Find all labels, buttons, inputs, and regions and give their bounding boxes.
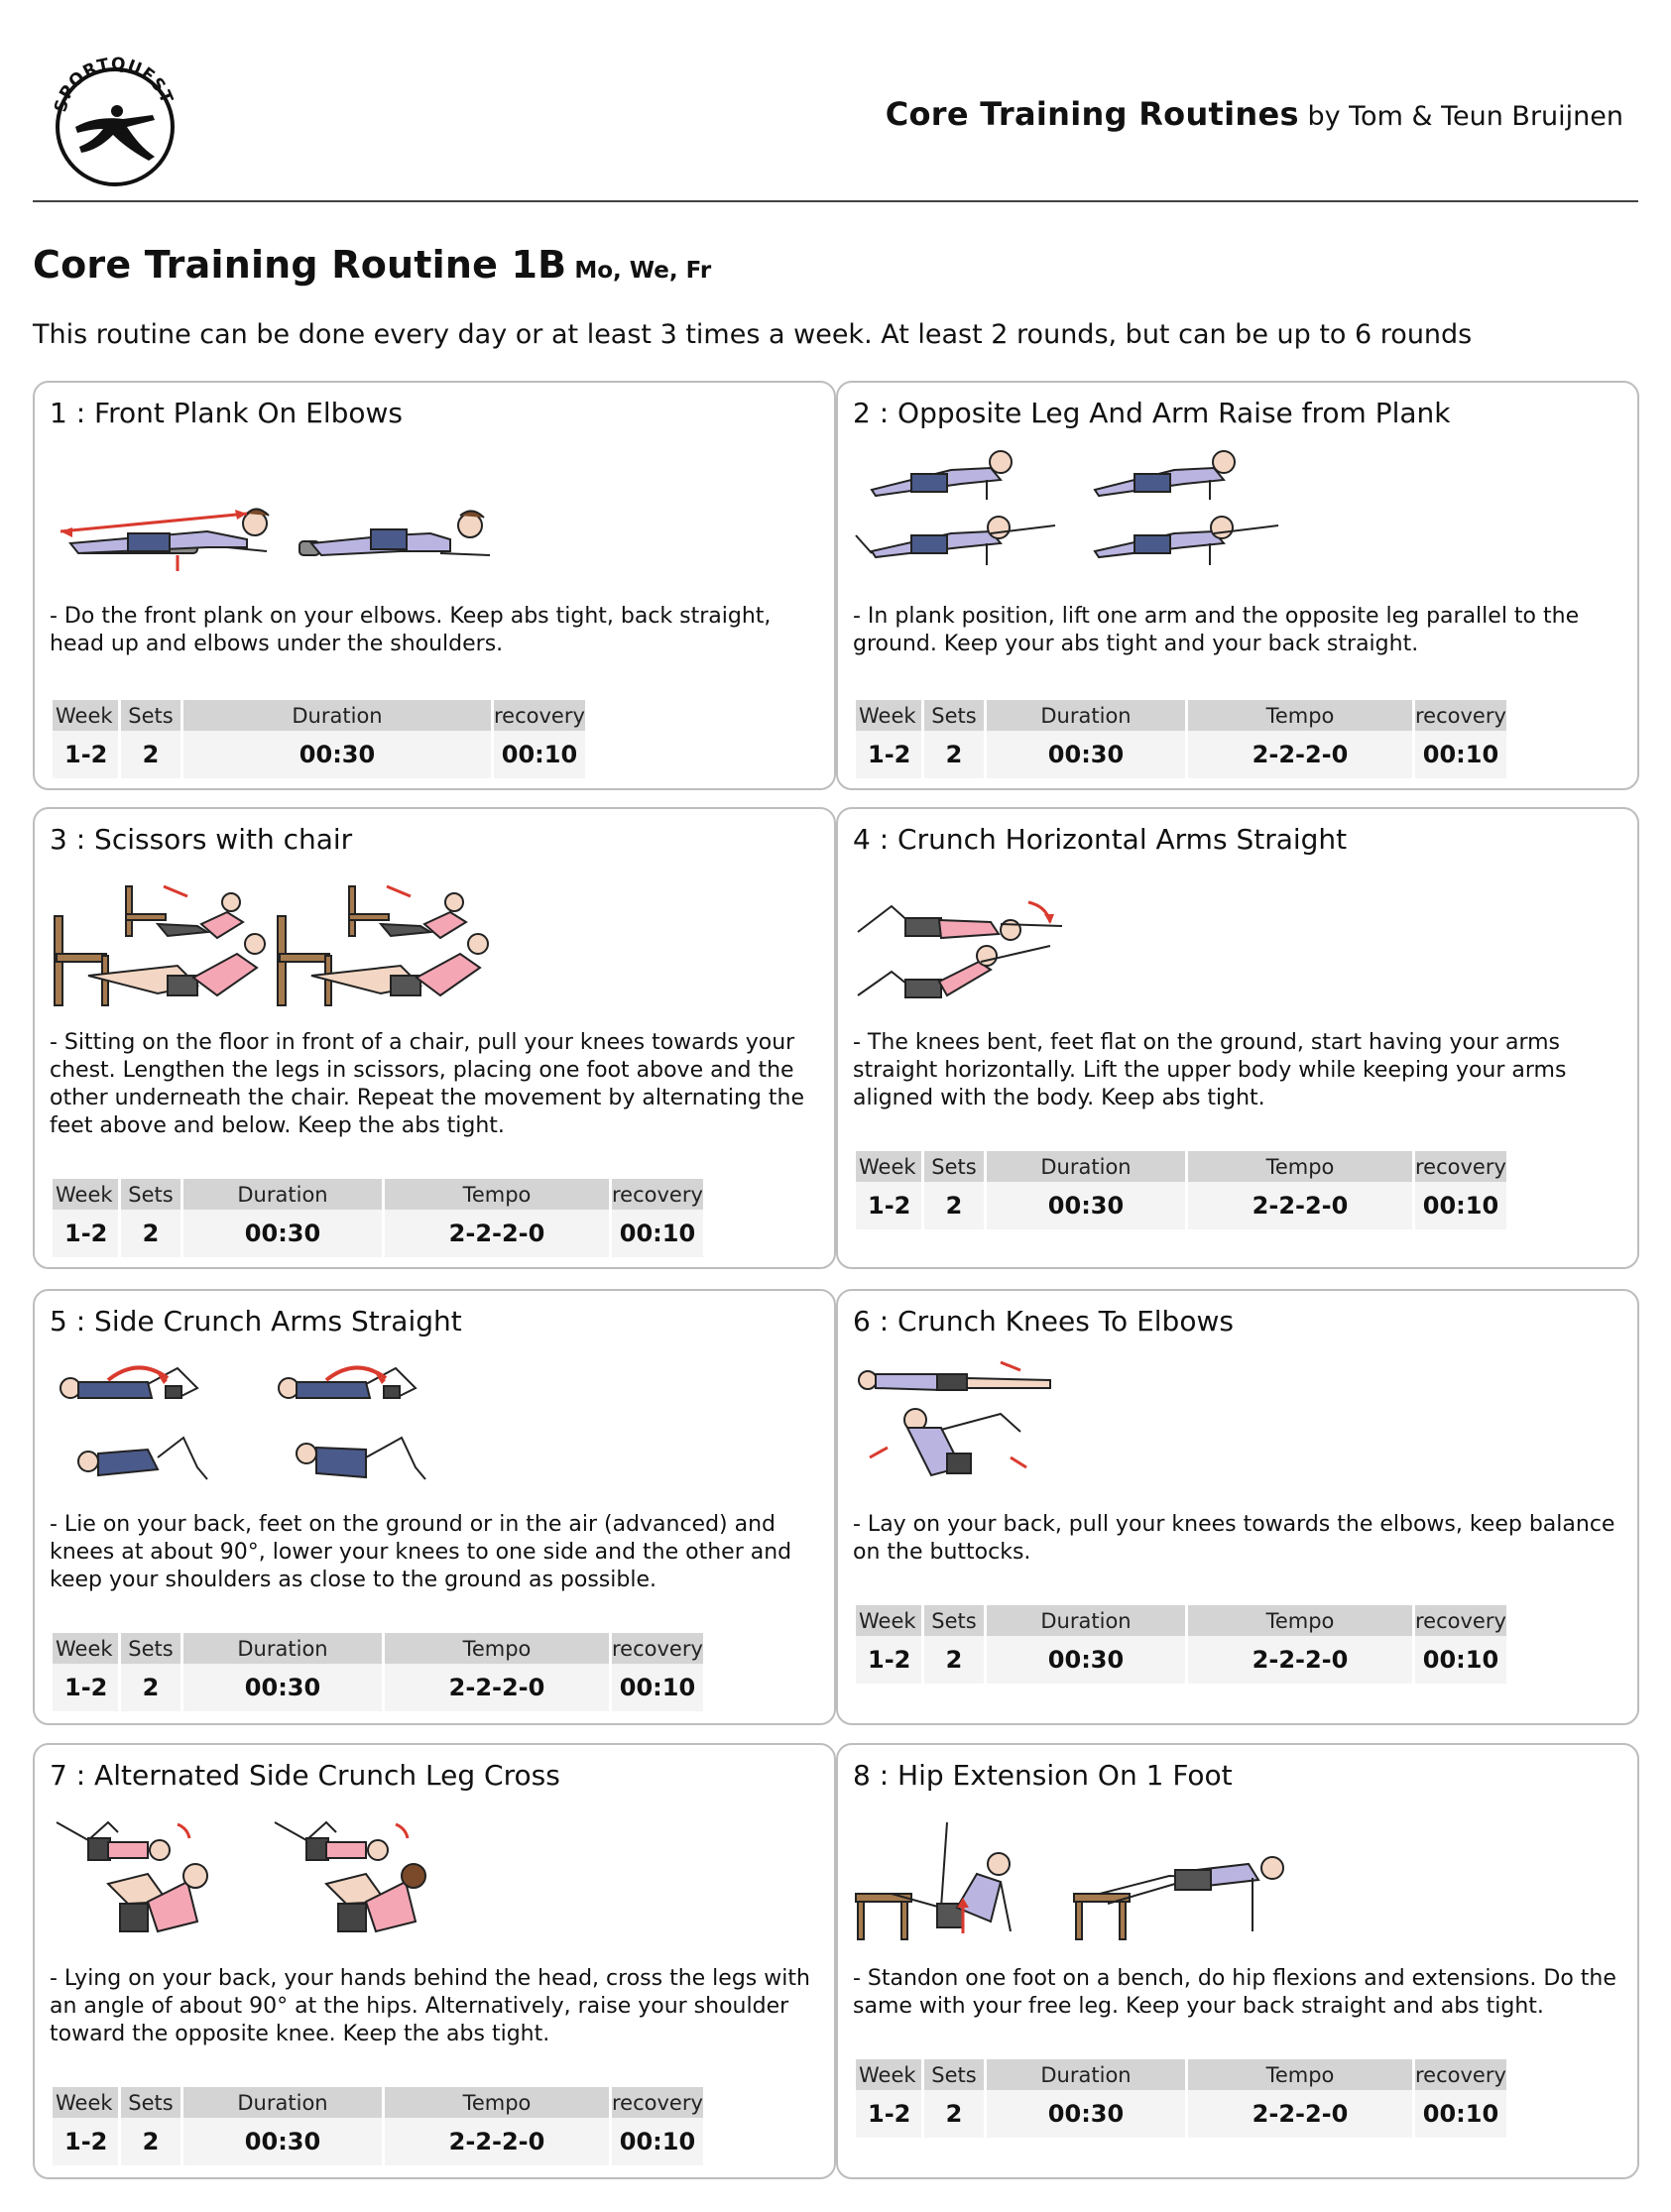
- cell-duration: 00:30: [183, 1210, 382, 1257]
- crunch-knees-to-elbows-illustration: [852, 1352, 1338, 1491]
- document-title: Core Training Routines: [885, 95, 1299, 133]
- exercise-card-5: [33, 1289, 836, 1725]
- cell-week: 1-2: [856, 1636, 921, 1684]
- col-sets: Sets: [924, 2059, 984, 2090]
- cell-sets: 2: [121, 731, 180, 778]
- exercise-stats-table: [50, 1179, 706, 1257]
- routine-intro: This routine can be done every day or at least 3 times a week. At least 2 rounds, but can be up to 6 rounds: [33, 319, 1473, 350]
- exercise-title: 6 : Crunch Knees To Elbows: [853, 1305, 1234, 1338]
- col-sets: Sets: [924, 700, 984, 731]
- cell-recovery: 00:10: [1415, 731, 1506, 778]
- col-sets: Sets: [924, 1605, 984, 1636]
- col-tempo: Tempo: [1188, 2059, 1412, 2090]
- exercise-description: - In plank position, lift one arm and the opposite leg parallel to the ground. Keep your abs tight and your back straight.: [853, 604, 1580, 656]
- col-week: Week: [53, 700, 118, 731]
- scissors-with-chair-illustration: [49, 871, 535, 1009]
- col-duration: Duration: [987, 1151, 1185, 1182]
- exercise-card-3: [33, 807, 836, 1269]
- col-duration: Duration: [987, 700, 1185, 731]
- col-recovery: recovery: [612, 1633, 703, 1664]
- cell-duration: 00:30: [183, 731, 491, 778]
- col-week: Week: [53, 1179, 118, 1210]
- exercise-description: - The knees bent, feet flat on the ground, start having your arms straight horizontally. Lift the upper body while keeping your arms aligned with the body. Keep abs tight.: [853, 1030, 1567, 1110]
- exercise-description: - Sitting on the floor in front of a chair, pull your knees towards your chest. Lengthen the legs in scissors, placing one foot above and the other underneath the chair. Repeat the movement by alternating the feet above and below. Keep the abs tight.: [50, 1030, 804, 1138]
- col-week: Week: [856, 1605, 921, 1636]
- exercise-title: 2 : Opposite Leg And Arm Raise from Plank: [853, 397, 1451, 429]
- cell-recovery: 00:10: [1415, 2090, 1506, 2138]
- col-recovery: recovery: [612, 2087, 703, 2118]
- col-week: Week: [856, 2059, 921, 2090]
- col-duration: Duration: [183, 2087, 382, 2118]
- cell-sets: 2: [121, 2118, 180, 2165]
- cell-sets: 2: [924, 731, 984, 778]
- col-week: Week: [856, 700, 921, 731]
- col-recovery: recovery: [612, 1179, 703, 1210]
- exercise-title: 1 : Front Plank On Elbows: [50, 397, 404, 429]
- document-header: [886, 95, 1623, 133]
- cell-tempo: 2-2-2-0: [385, 1210, 609, 1257]
- col-tempo: Tempo: [1188, 700, 1412, 731]
- cell-recovery: 00:10: [612, 1210, 703, 1257]
- col-recovery: recovery: [1415, 1151, 1506, 1182]
- exercise-description: - Lie on your back, feet on the ground or in the air (advanced) and knees at about 90°, lower your knees to one side and the other and keep your shoulders as close to the ground as possible.: [50, 1512, 792, 1592]
- cell-tempo: 2-2-2-0: [1188, 1182, 1412, 1229]
- cell-week: 1-2: [53, 1664, 118, 1711]
- cell-duration: 00:30: [987, 1636, 1185, 1684]
- cell-recovery: 00:10: [494, 731, 585, 778]
- col-tempo: Tempo: [385, 2087, 609, 2118]
- col-recovery: recovery: [1415, 2059, 1506, 2090]
- logo-text: SPORTQUEST: [51, 54, 178, 115]
- cell-recovery: 00:10: [1415, 1636, 1506, 1684]
- routine-days: Mo, We, Fr: [574, 258, 712, 284]
- alternated-side-crunch-illustration: [49, 1806, 535, 1945]
- exercise-stats-table: [853, 2059, 1509, 2138]
- exercise-title: 5 : Side Crunch Arms Straight: [50, 1305, 462, 1338]
- col-tempo: Tempo: [1188, 1151, 1412, 1182]
- col-sets: Sets: [121, 1179, 180, 1210]
- cell-duration: 00:30: [183, 1664, 382, 1711]
- exercise-card-4: [836, 807, 1639, 1269]
- cell-duration: 00:30: [183, 2118, 382, 2165]
- cell-sets: 2: [121, 1210, 180, 1257]
- front-plank-illustration: [49, 444, 535, 571]
- col-duration: Duration: [183, 1633, 382, 1664]
- exercise-title: 3 : Scissors with chair: [50, 823, 353, 856]
- col-tempo: Tempo: [385, 1179, 609, 1210]
- col-week: Week: [53, 2087, 118, 2118]
- cell-week: 1-2: [856, 731, 921, 778]
- col-duration: Duration: [183, 700, 491, 731]
- cell-tempo: 2-2-2-0: [385, 2118, 609, 2165]
- exercise-title: 4 : Crunch Horizontal Arms Straight: [853, 823, 1348, 856]
- exercise-title: 7 : Alternated Side Crunch Leg Cross: [50, 1759, 560, 1792]
- col-recovery: recovery: [1415, 700, 1506, 731]
- cell-tempo: 2-2-2-0: [1188, 2090, 1412, 2138]
- routine-title: Core Training Routine 1B: [33, 243, 567, 287]
- col-duration: Duration: [183, 1179, 382, 1210]
- sportquest-logo: [46, 50, 184, 188]
- cell-tempo: 2-2-2-0: [385, 1664, 609, 1711]
- cell-week: 1-2: [53, 1210, 118, 1257]
- crunch-horizontal-arms-illustration: [852, 871, 1338, 1009]
- col-sets: Sets: [121, 1633, 180, 1664]
- exercise-title: 8 : Hip Extension On 1 Foot: [853, 1759, 1233, 1792]
- cell-week: 1-2: [856, 1182, 921, 1229]
- col-week: Week: [53, 1633, 118, 1664]
- col-duration: Duration: [987, 2059, 1185, 2090]
- cell-recovery: 00:10: [612, 1664, 703, 1711]
- exercise-description: - Standon one foot on a bench, do hip flexions and extensions. Do the same with your free leg. Keep your back straight and abs tight.: [853, 1966, 1616, 2019]
- col-recovery: recovery: [494, 700, 585, 731]
- exercise-card-1: [33, 381, 836, 790]
- header-divider: [33, 200, 1638, 202]
- cell-recovery: 00:10: [612, 2118, 703, 2165]
- cell-duration: 00:30: [987, 1182, 1185, 1229]
- exercise-card-2: [836, 381, 1639, 790]
- cell-sets: 2: [924, 1636, 984, 1684]
- cell-duration: 00:30: [987, 2090, 1185, 2138]
- svg-text:SPORTQUEST: [51, 55, 177, 115]
- exercise-stats-table: [50, 2087, 706, 2165]
- exercise-stats-table: [853, 700, 1509, 778]
- col-sets: Sets: [121, 2087, 180, 2118]
- cell-week: 1-2: [53, 731, 118, 778]
- document-byline: by Tom & Teun Bruijnen: [1307, 101, 1623, 132]
- col-sets: Sets: [121, 700, 180, 731]
- exercise-stats-table: [50, 700, 588, 778]
- cell-sets: 2: [121, 1664, 180, 1711]
- col-tempo: Tempo: [385, 1633, 609, 1664]
- cell-duration: 00:30: [987, 731, 1185, 778]
- cell-tempo: 2-2-2-0: [1188, 731, 1412, 778]
- exercise-stats-table: [853, 1605, 1509, 1684]
- exercise-stats-table: [50, 1633, 706, 1711]
- col-sets: Sets: [924, 1151, 984, 1182]
- exercise-description: - Do the front plank on your elbows. Keep abs tight, back straight, head up and elbows under the shoulders.: [50, 604, 772, 656]
- exercise-card-8: [836, 1743, 1639, 2179]
- exercise-description: - Lay on your back, pull your knees towards the elbows, keep balance on the buttocks.: [853, 1512, 1615, 1565]
- routine-heading: [33, 243, 711, 287]
- col-tempo: Tempo: [1188, 1605, 1412, 1636]
- col-week: Week: [856, 1151, 921, 1182]
- col-duration: Duration: [987, 1605, 1185, 1636]
- exercise-card-6: [836, 1289, 1639, 1725]
- exercise-card-7: [33, 1743, 836, 2179]
- cell-tempo: 2-2-2-0: [1188, 1636, 1412, 1684]
- cell-week: 1-2: [53, 2118, 118, 2165]
- exercise-stats-table: [853, 1151, 1509, 1229]
- exercise-description: - Lying on your back, your hands behind the head, cross the legs with an angle of about 90° at the hips. Alternatively, raise your shoulder toward the opposite knee. Keep the abs tight.: [50, 1966, 810, 2046]
- cell-sets: 2: [924, 1182, 984, 1229]
- cell-sets: 2: [924, 2090, 984, 2138]
- col-recovery: recovery: [1415, 1605, 1506, 1636]
- opposite-leg-arm-raise-illustration: [852, 444, 1338, 571]
- cell-week: 1-2: [856, 2090, 921, 2138]
- cell-recovery: 00:10: [1415, 1182, 1506, 1229]
- side-crunch-arms-illustration: [49, 1352, 535, 1491]
- hip-extension-one-foot-illustration: [852, 1806, 1338, 1945]
